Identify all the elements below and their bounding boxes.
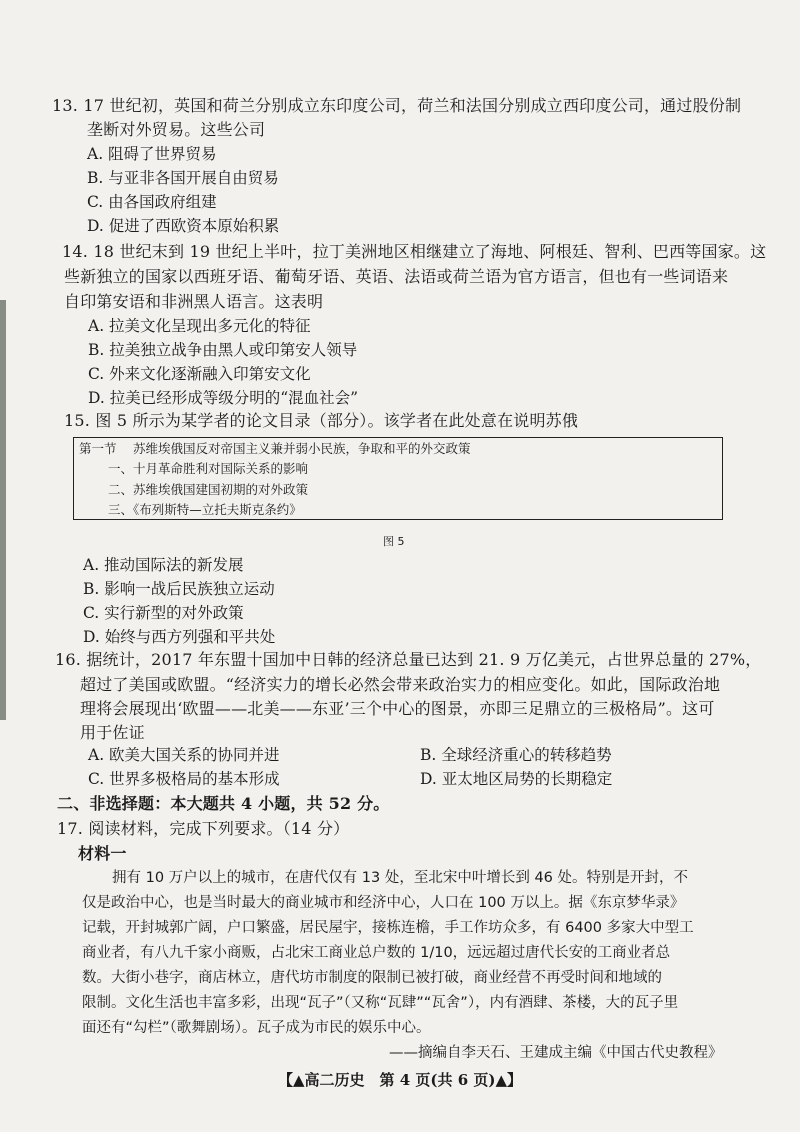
q14-option-c: C. 外来文化逐渐融入印第安文化 bbox=[88, 365, 311, 383]
q14-option-b: B. 拉美独立战争由黑人或印第安人领导 bbox=[88, 341, 358, 359]
figure-5-line-3: 三、《布列斯特—立托夫斯克条约》 bbox=[108, 502, 302, 517]
page-footer: 【▲高二历史 第 4 页(共 6 页)▲】 bbox=[277, 1071, 523, 1089]
q16-option-a: A. 欧美大国关系的协同并进 bbox=[88, 746, 280, 764]
q16-stem-line3: 理将会展现出‘欧盟——北美——东亚’三个中心的图景，亦即三足鼎立的三极格局”。这可 bbox=[80, 699, 715, 718]
q17-material-title: 材料一 bbox=[78, 844, 127, 863]
q16-stem-line4: 用于佐证 bbox=[80, 723, 145, 742]
q15-stem: 15. 图 5 所示为某学者的论文目录（部分）。该学者在此处意在说明苏俄 bbox=[64, 411, 579, 430]
q15-option-c: C. 实行新型的对外政策 bbox=[83, 604, 244, 622]
q13-option-d: D. 促进了西欧资本原始积累 bbox=[87, 217, 280, 235]
q14-option-a: A. 拉美文化呈现出多元化的特征 bbox=[88, 317, 311, 335]
q14-option-d: D. 拉美已经形成等级分明的“混血社会” bbox=[88, 389, 359, 407]
figure-5-line-section: 第一节 苏维埃俄国反对帝国主义兼并弱小民族，争取和平的外交政策 bbox=[79, 441, 471, 456]
q14-stem-line2: 些新独立的国家以西班牙语、葡萄牙语、英语、法语或荷兰语为官方语言，但也有一些词语来 bbox=[64, 267, 729, 286]
figure-5-line-2: 二、苏维埃俄国建国初期的对外政策 bbox=[108, 482, 309, 497]
figure-5-table-of-contents bbox=[73, 437, 723, 520]
q16-option-c: C. 世界多极格局的基本形成 bbox=[88, 770, 280, 788]
q15-option-d: D. 始终与西方列强和平共处 bbox=[83, 628, 276, 646]
q13-stem-line2: 垄断对外贸易。这些公司 bbox=[87, 120, 266, 139]
q16-stem-line2: 超过了美国或欧盟。“经济实力的增长必然会带来政治实力的相应变化。如此，国际政治地 bbox=[80, 675, 721, 694]
q13-option-b: B. 与亚非各国开展自由贸易 bbox=[87, 169, 279, 187]
q17-material-line2: 仅是政治中心，也是当时最大的商业城市和经济中心，人口在 100 万以上。据《东京梦华录》 bbox=[82, 895, 685, 911]
q14-stem-line1: 14. 18 世纪末到 19 世纪上半叶，拉丁美洲地区相继建立了海地、阿根廷、智利、巴西等国家。这 bbox=[62, 242, 767, 261]
figure-5-caption: 图 5 bbox=[383, 535, 405, 548]
q14-stem-line3: 自印第安语和非洲黑人语言。这表明 bbox=[64, 292, 324, 311]
q17-material-line1: 拥有 10 万户以上的城市，在唐代仅有 13 处，至北宋中叶增长到 46 处。特别是开封，不 bbox=[112, 870, 689, 886]
binding-edge bbox=[0, 300, 6, 720]
section-2-heading: 二、非选择题：本大题共 4 小题，共 52 分。 bbox=[57, 794, 390, 813]
q17-material-line4: 商业者，有八九千家小商贩，占北宋工商业总户数的 1/10，远远超过唐代长安的工商业者总 bbox=[82, 945, 671, 961]
q16-stem-line1: 16. 据统计，2017 年东盟十国加中日韩的经济总量已达到 21. 9 万亿美元，占世界总量的 27%， bbox=[55, 650, 762, 669]
q17-material-line5: 数。大街小巷字，商店林立，唐代坊市制度的限制已被打破，商业经营不再受时间和地域的 bbox=[82, 970, 662, 986]
q15-option-a: A. 推动国际法的新发展 bbox=[83, 556, 244, 574]
q16-option-b: B. 全球经济重心的转移趋势 bbox=[420, 746, 612, 764]
q17-material-line3: 记载，开封城郭广阔，户口繁盛，居民屋宇，接栋连檐，手工作坊众多，有 6400 多家大中型工 bbox=[82, 920, 694, 936]
q17-material-source: ——摘编自李天石、王建成主编《中国古代史教程》 bbox=[389, 1045, 723, 1061]
q17-stem: 17. 阅读材料，完成下列要求。（14 分） bbox=[57, 819, 350, 838]
q17-material-line7: 面还有“勾栏”（歌舞剧场）。瓦子成为市民的娱乐中心。 bbox=[82, 1020, 431, 1036]
q13-stem-line1: 13. 17 世纪初，英国和荷兰分别成立东印度公司，荷兰和法国分别成立西印度公司，通过股份制 bbox=[52, 96, 742, 115]
figure-5-line-1: 一、十月革命胜利对国际关系的影响 bbox=[108, 461, 309, 476]
q13-option-c: C. 由各国政府组建 bbox=[87, 193, 217, 211]
q16-option-d: D. 亚太地区局势的长期稳定 bbox=[420, 770, 613, 788]
q17-material-line6: 限制。文化生活也丰富多彩，出现“瓦子”（又称“瓦肆”“瓦舍”），内有酒肆、茶楼，大的瓦子里 bbox=[82, 995, 679, 1011]
q15-option-b: B. 影响一战后民族独立运动 bbox=[83, 580, 275, 598]
q13-option-a: A. 阻碍了世界贸易 bbox=[87, 145, 217, 163]
